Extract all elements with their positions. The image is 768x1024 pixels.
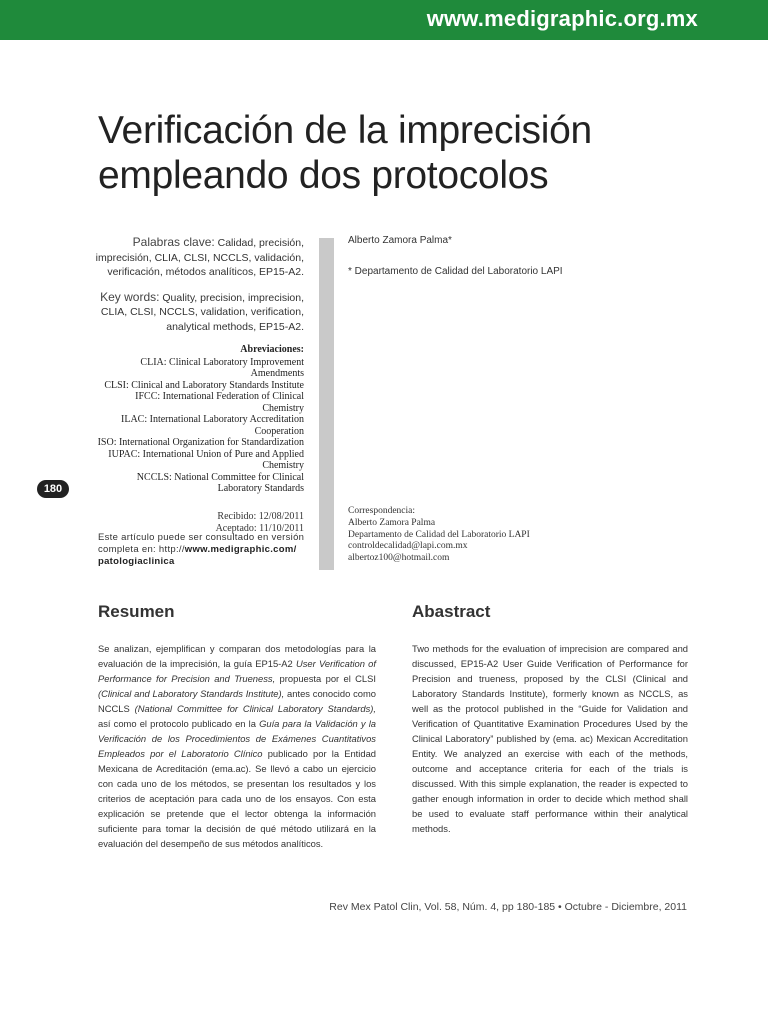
key-words [94, 290, 304, 335]
palabras-clave [94, 235, 304, 280]
abbreviation-item: IFCC: International Federation of Clinical Chemistry [135, 391, 304, 414]
abbreviation-item: CLSI: Clinical and Laboratory Standards Institute [104, 379, 304, 391]
site-url-link[interactable]: www.medigraphic.org.mx [426, 6, 698, 31]
key-words-label: Key words: [100, 289, 160, 304]
journal-citation-footer: Rev Mex Patol Clin, Vol. 58, Núm. 4, pp 180-185 • Octubre - Diciembre, 2011 [329, 901, 687, 913]
author-affiliation: * Departamento de Calidad del Laboratorio LAPI [348, 266, 563, 277]
correspondence-name: Alberto Zamora Palma [348, 517, 436, 528]
abbreviation-item: ISO: International Organization for Standardization [97, 437, 304, 448]
correspondence-email-2[interactable]: albertoz100@hotmail.com [348, 553, 450, 564]
accepted-date: Aceptado: 11/10/2011 [215, 523, 304, 534]
abbreviation-item: ILAC: International Laboratory Accreditation Cooperation [121, 414, 304, 437]
column-divider-bar [319, 238, 334, 570]
abstract-text: Two methods for the evaluation of imprecision are compared and discussed, EP15-A2 User Guide Verification of Performance for Precision and trueness, proposed by the CLSI (Clinical and Laboratory Standards Institute), formerly known as NCCLS, as well as the protocol published in the “Guide for Validation and Verification of Quantitative Examination Procedures Used by the Clinical Laboratory” published by (ema. ac) Mexican Accreditation Entity. We analyzed an exercise with each of the methods, outcome and acceptance criteria for each of the trials is discussed. With this simple explanation, the reader is expected to gather enough information in order to decide which method shall be used to evaluate staff performance within their analytical methods. [412, 643, 688, 834]
abstract-heading: Abastract [412, 602, 491, 621]
abbreviation-item: IUPAC: International Union of Pure and Applied Chemistry [108, 448, 304, 471]
consult-text: Este artículo puede ser consultado en versión completa en: http:// [98, 532, 305, 555]
correspondence-label: Correspondencia: [348, 506, 416, 516]
page-number-badge: 180 [37, 480, 69, 498]
abbreviation-item: CLIA: Clinical Laboratory Improvement Amendments [140, 356, 304, 379]
resumen-text: Se analizan, ejemplifican y comparan dos metodologías para la evaluación de la imprecisión, la guía EP15-A2 User Verification of Performance for Precision and Trueness, propuesta por el CLSI (Clinical and Laboratory Standards Institute), antes conocido como NCCLS (National Committee for Clinical Laboratory Standards), así como el protocolo publicado en la Guía para la Validación y la Verificación de los Procedimientos de Exámenes Cuantitativos Empleados por el Laboratorio Clínico publicado por la Entidad Mexicana de Acreditación (ema.ac). Se llevó a cabo un ejercicio con cada uno de los métodos, se presentan los resultados y los criterios de aceptación para cada uno de los ensayos. Con esta explicación se pretende que el lector obtenga la información suficiente para tomar la decisión de qué método utilizará en la evaluación del desempeño de sus métodos analíticos. [98, 643, 376, 849]
abbreviations-list [94, 344, 304, 495]
consult-link[interactable]: www.medigraphic.com/ patologiaclinica [98, 544, 297, 567]
abbreviations-heading: Abreviaciones: [240, 344, 304, 355]
correspondence-block [348, 506, 530, 565]
received-date: Recibido: 12/08/2011 [217, 510, 304, 522]
key-words-text: Quality, precision, imprecision, CLIA, CLSI, NCCLS, validation, verification, analytical methods, EP15-A2. [100, 291, 304, 333]
author-name: Alberto Zamora Palma* [348, 235, 452, 246]
article-metadata-column [94, 235, 304, 536]
palabras-clave-text: Calidad, precisión, imprecisión, CLIA, CLSI, NCCLS, validación, verificación, métodos analíticos, EP15-A2. [95, 237, 304, 278]
correspondence-department: Departamento de Calidad del Laboratorio LAPI [348, 529, 530, 540]
abbreviation-item: NCCLS: National Committee for Clinical Laboratory Standards [136, 471, 304, 494]
correspondence-email-1[interactable]: controldecalidad@lapi.com.mx [348, 541, 468, 552]
article-title [98, 108, 738, 198]
title-line-1: Verificación de la imprecisión [98, 109, 592, 152]
title-line-2: empleando dos protocolos [98, 154, 549, 197]
consult-note [98, 532, 308, 568]
palabras-clave-label: Palabras clave: [132, 235, 215, 249]
resumen-heading: Resumen [98, 602, 175, 621]
site-header-bar [0, 0, 768, 40]
